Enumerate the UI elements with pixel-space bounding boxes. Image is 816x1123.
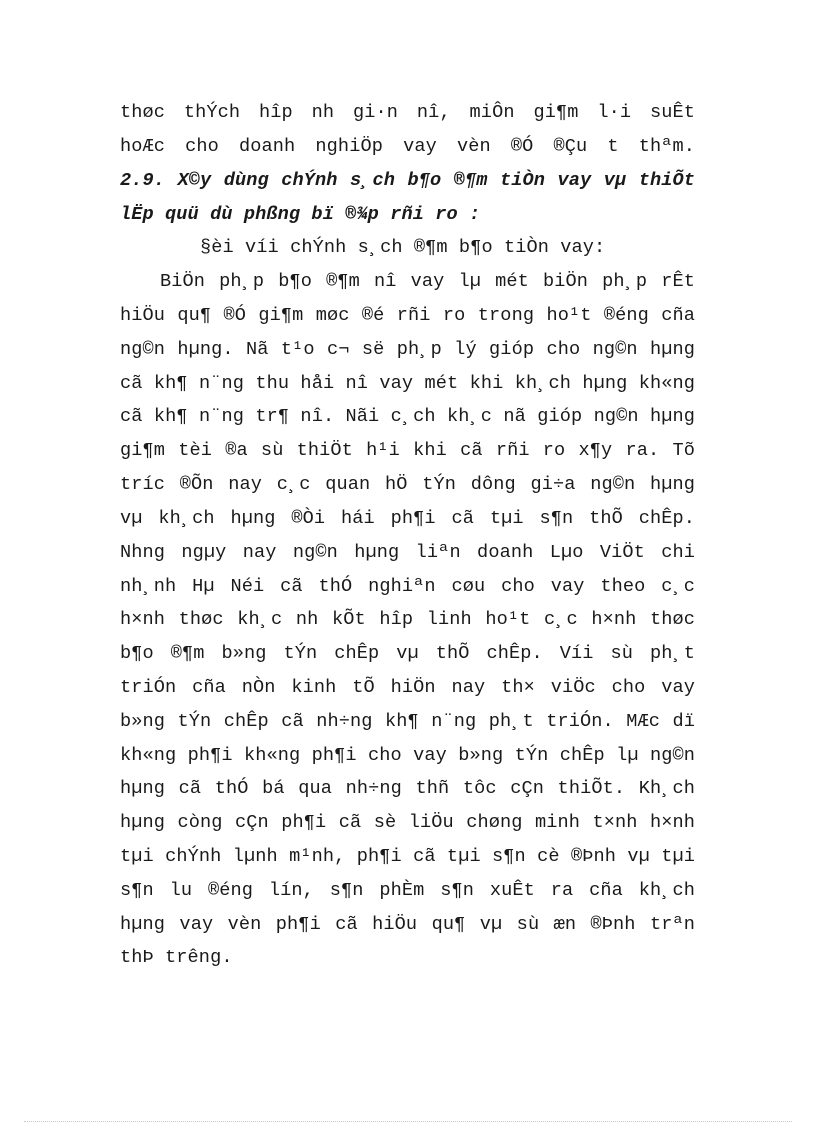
body-line-12: b¶o ®¶m b»ng tÝn chÊp vµ thÕ chÊp. Víi sù ph¸t [120,643,695,664]
body-line-1: BiÖn ph¸p b¶o ®¶m nî vay lµ mét biÖn ph¸p rÊt [160,271,695,292]
subheading: §èi víi chÝnh s¸ch ®¶m b¶o tiÒn vay: [200,237,606,258]
body-line-15: kh«ng ph¶i kh«ng ph¶i cho vay b»ng tÝn chÊp lµ ng©n [120,745,695,766]
body-line-9: Nhng ngµy nay ng©n hµng liªn doanh Lµo ViÖt chi [120,542,695,563]
body-line-17: hµng còng cÇn ph¶i cã sè liÖu chøng minh t×nh h×nh [120,812,695,833]
intro-line-1: thøc thÝch hîp nh gi·n nî, miÔn gi¶m l·i suÊt [120,102,695,123]
body-line-21: thÞ trêng. [120,947,233,968]
body-line-11: h×nh thøc kh¸c nh kÕt hîp linh ho¹t c¸c h×nh thøc [120,609,695,630]
intro-line-2: hoÆc cho doanh nghiÖp vay vèn ®Ó ®Çu t thªm. [120,136,695,157]
body-line-3: ng©n hµng. Nã t¹o c¬ së ph¸p lý gióp cho ng©n hµng [120,339,695,360]
body-line-19: s¶n lu ®éng lín, s¶n phÈm s¶n xuÊt ra cña kh¸ch [120,880,695,901]
body-line-18: tµi chÝnh lµnh m¹nh, ph¶i cã tµi s¶n cè ®Þnh vµ tµi [120,846,695,867]
body-line-7: tríc ®Õn nay c¸c quan hÖ tÝn dông gi÷a ng©n hµng [120,474,695,495]
body-line-10: nh¸nh Hµ Néi cã thÓ nghiªn cøu cho vay theo c¸c [120,576,695,597]
page-bottom-divider [24,1121,792,1122]
body-line-14: b»ng tÝn chÊp cã nh÷ng kh¶ n¨ng ph¸t triÓn. MÆc dï [120,711,695,732]
body-line-6: gi¶m tèi ®a sù thiÖt h¹i khi cã rñi ro x¶y ra. Tõ [120,440,695,461]
section-heading-line-1: 2.9. X©y dùng chÝnh s¸ch b¶o ®¶m tiÒn vay vµ thiÕt [120,170,695,191]
body-line-2: hiÖu qu¶ ®Ó gi¶m møc ®é rñi ro trong ho¹t ®éng cña [120,305,695,326]
body-line-16: hµng cã thÓ bá qua nh÷ng thñ tôc cÇn thiÕt. Kh¸ch [120,778,695,799]
body-line-8: vµ kh¸ch hµng ®Òi hái ph¶i cã tµi s¶n thÕ chÊp. [120,508,695,529]
section-heading-line-2: lËp quü dù phßng bï ®¾p rñi ro : [120,204,481,225]
body-line-13: triÓn cña nÒn kinh tÕ hiÖn nay th× viÖc cho vay [120,677,695,698]
body-line-20: hµng vay vèn ph¶i cã hiÖu qu¶ vµ sù æn ®Þnh trªn [120,914,695,935]
body-line-5: cã kh¶ n¨ng tr¶ nî. Nãi c¸ch kh¸c nã gióp ng©n hµng [120,406,695,427]
body-line-4: cã kh¶ n¨ng thu håi nî vay mét khi kh¸ch hµng kh«ng [120,373,695,394]
